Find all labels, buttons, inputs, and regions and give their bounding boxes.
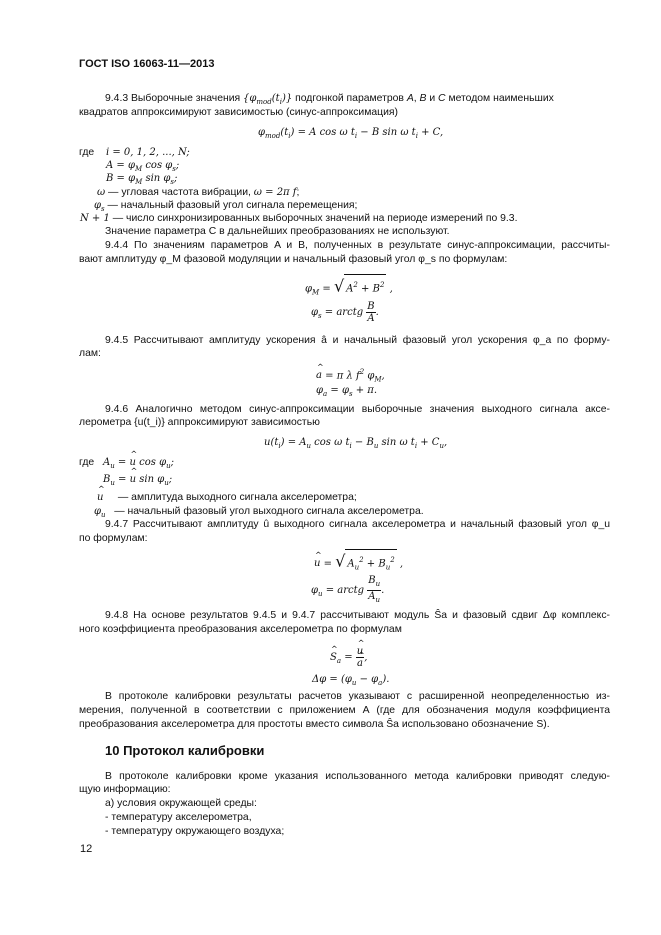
formula-sa-hat: ^ $S_a$ = ^ u ^ a , bbox=[330, 645, 367, 674]
protocol-note-line2: мерения, полученной в соответствии с приложением А (где для обозначения модуля коэффициента bbox=[79, 705, 610, 716]
para-946-line2: лерометра {u(t_i)} аппроксимируют зависимостью bbox=[79, 417, 320, 428]
where-label-2: где bbox=[79, 457, 95, 468]
def-Bu: $B_u$ = ^ u $\sin \varphi_u$; bbox=[103, 473, 172, 490]
para-946-line1: 9.4.6 Аналогично методом синус-аппроксимации выборочные значения выходного сигнала аксе- bbox=[105, 404, 610, 415]
page-number: 12 bbox=[80, 843, 93, 855]
def-B: $B = \varphi_M$ $\sin \varphi_s$; bbox=[106, 173, 178, 186]
para-948-line2: ного коэффициента преобразования акселерометра по формулам bbox=[79, 624, 402, 635]
section-10-title: 10 Протокол калибровки bbox=[105, 743, 265, 758]
list-item-accel-temp: - температуру акселерометра, bbox=[105, 812, 252, 823]
para-947-line2: по формулам: bbox=[79, 533, 148, 544]
formula-phi-u: $\varphi_u$ = arctg $\frac{B_u}{A_u}$ . bbox=[311, 575, 385, 604]
def-phi-s: $\varphi_s$ — начальный фазовый угол сигнала перемещения; bbox=[94, 200, 358, 213]
formula-u-hat: ^ u = √ $A_u^2 + B_u^2$ , bbox=[314, 549, 403, 577]
protocol-note-line1: В протоколе калибровки результаты расчетов указывают с расширенной неопределенностью из- bbox=[105, 691, 610, 702]
document-header: ГОСТ ISO 16063-11—2013 bbox=[79, 58, 215, 70]
list-item-air-temp: - температуру окружающего воздуха; bbox=[105, 826, 285, 837]
formula-delta-phi: $\Delta\varphi = (\varphi_u - \varphi_a)$. bbox=[312, 674, 390, 687]
where-label-1: где bbox=[79, 147, 95, 158]
def-n1: N + 1 — число синхронизированных выборочных значений на периоде измерений по 9.3. bbox=[80, 213, 518, 224]
def-i-range: i = 0, 1, 2, ..., N; bbox=[106, 147, 190, 158]
para-943-line1: 9.4.3 Выборочные значения $\{\varphi_{mod}(t_i)\}$ подгонкой параметров A, B и C методом наименьших bbox=[105, 93, 554, 106]
formula-u-approx: $u(t_i) = A_u$ cos ω $t_i - B_u$ sin ω $t_i + C_u$, bbox=[264, 437, 448, 450]
formula-phi-a: $\varphi_a = \varphi_s + \pi$. bbox=[316, 385, 378, 398]
para-945-line2: лам: bbox=[79, 348, 101, 359]
para-944-line1: 9.4.4 По значениям параметров A и B, полученных в результате синус-аппроксимации, рассчиты- bbox=[105, 240, 610, 251]
formula-phi-s: $\varphi_s$ = arctg $\frac{B}{A}$ . bbox=[311, 301, 379, 324]
para-947-line1: 9.4.7 Рассчитывают амплитуду û выходного сигнала акселерометра и начальный фазовый угол φ_u bbox=[105, 519, 610, 530]
def-omega: ω — угловая частота вибрации, ω = 2π f; bbox=[97, 187, 300, 198]
para-945-line1: 9.4.5 Рассчитывают амплитуду ускорения â и начальный фазовый угол ускорения φ_a по форму- bbox=[105, 335, 610, 346]
formula-phi-m: $\varphi_M$ = √ $A^2 + B^2$ , bbox=[305, 274, 393, 302]
formula-sine-approx: $\varphi_{mod}(t_i) = A$ cos ω $t_i - B$ sin ω $t_i + C$, bbox=[258, 127, 444, 140]
formula-a-hat: ^ a = π λ $f^2$ $\varphi_M$, bbox=[316, 366, 385, 386]
section-10-line2: щую информацию: bbox=[79, 784, 171, 795]
para-948-line1: 9.4.8 На основе результатов 9.4.5 и 9.4.7 рассчитывают модуль Ŝa и фазовый сдвиг Δφ комплекс- bbox=[105, 610, 610, 621]
section-10-line1: В протоколе калибровки кроме указания использованного метода калибровки приводят следую- bbox=[105, 771, 610, 782]
protocol-note-line3: преобразования акселерометра для простоты вместо символа Ŝa использовано обозначение S). bbox=[79, 719, 550, 730]
def-u-hat: ^ u — амплитуда выходного сигнала акселерометра; bbox=[97, 491, 357, 504]
def-Au: $A_u$ = ^ u $\cos \varphi_u$; bbox=[103, 456, 174, 473]
para-943-line2: квадратов аппроксимируют зависимостью (синус-аппроксимация) bbox=[79, 107, 398, 118]
note-c-param: Значение параметра C в дальнейших преобразованиях не используют. bbox=[105, 226, 450, 237]
def-phi-u: $\varphi_u$ — начальный фазовый угол выходного сигнала акселерометра. bbox=[94, 506, 424, 519]
def-A: $A = \varphi_M$ $\cos \varphi_s$; bbox=[106, 160, 180, 173]
list-item-conditions: а) условия окружающей среды: bbox=[105, 798, 257, 809]
para-944-line2: вают амплитуду φ_M фазовой модуляции и начальный фазовый угол φ_s по формулам: bbox=[79, 254, 508, 265]
